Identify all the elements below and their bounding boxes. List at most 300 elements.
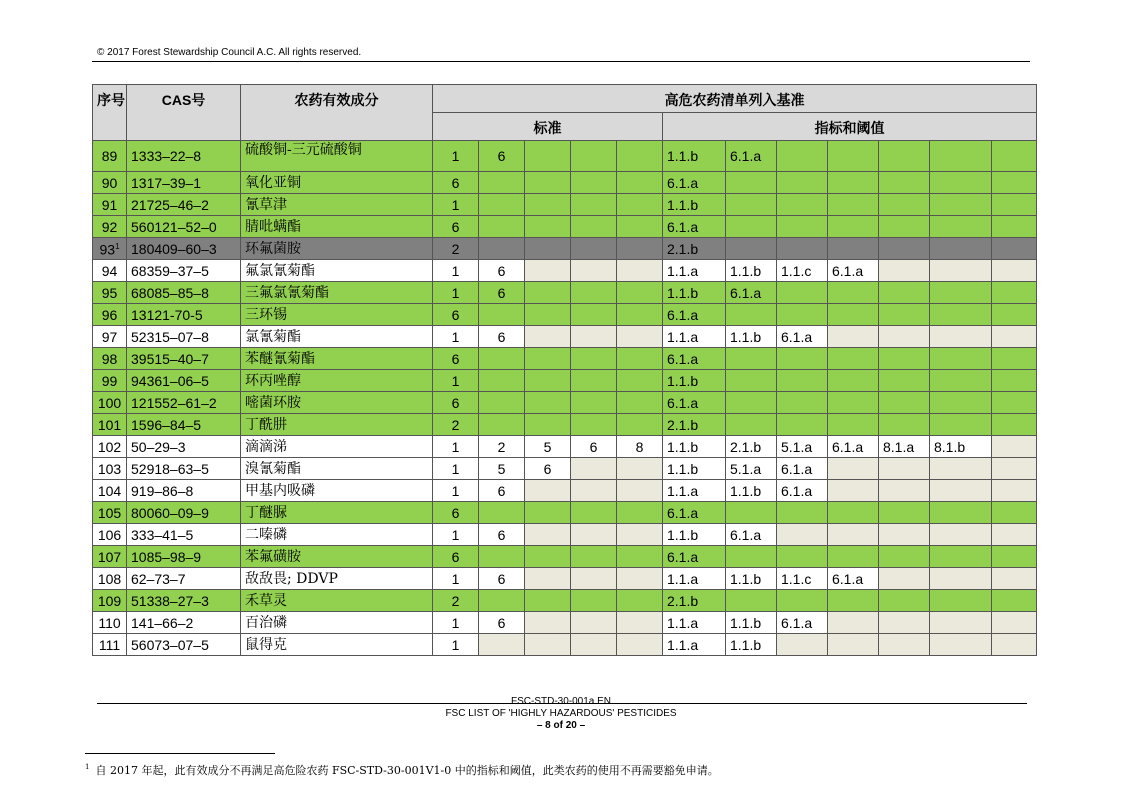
criterion-cell: 6 bbox=[433, 502, 479, 524]
indicator-cell bbox=[828, 392, 879, 414]
ingredient-name: 苯醚氰菊酯 bbox=[241, 348, 433, 370]
header-indicators: 指标和阈值 bbox=[663, 113, 1037, 141]
criterion-cell: 6 bbox=[525, 458, 571, 480]
cas-number: 1333–22–8 bbox=[127, 141, 241, 172]
indicator-cell bbox=[930, 458, 992, 480]
indicator-cell bbox=[828, 502, 879, 524]
indicator-cell bbox=[777, 414, 828, 436]
indicator-cell bbox=[879, 568, 930, 590]
indicator-cell bbox=[726, 392, 777, 414]
cas-number: 141–66–2 bbox=[127, 612, 241, 634]
indicator-cell bbox=[777, 282, 828, 304]
row-number-cell bbox=[93, 414, 127, 436]
ingredient-name: 鼠得克 bbox=[241, 634, 433, 656]
criterion-cell: 1 bbox=[433, 458, 479, 480]
indicator-cell: 1.1.a bbox=[663, 634, 726, 656]
indicator-cell bbox=[828, 304, 879, 326]
row-number: 101 bbox=[97, 416, 122, 433]
row-number: 98 bbox=[101, 350, 118, 367]
ingredient-name: 丁醚脲 bbox=[241, 502, 433, 524]
row-number: 93 bbox=[99, 241, 116, 258]
indicator-cell bbox=[992, 348, 1037, 370]
row-number-cell bbox=[93, 282, 127, 304]
criterion-cell: 1 bbox=[433, 326, 479, 348]
criterion-cell bbox=[571, 568, 617, 590]
table-row bbox=[93, 458, 1037, 480]
table-row bbox=[93, 414, 1037, 436]
row-number: 96 bbox=[101, 306, 118, 323]
indicator-cell bbox=[992, 590, 1037, 612]
criterion-cell bbox=[617, 612, 663, 634]
criterion-cell bbox=[525, 502, 571, 524]
indicator-cell bbox=[879, 502, 930, 524]
indicator-cell bbox=[828, 612, 879, 634]
row-number-cell bbox=[93, 458, 127, 480]
indicator-cell bbox=[879, 458, 930, 480]
header-criteria: 标准 bbox=[433, 113, 663, 141]
indicator-cell: 6.1.a bbox=[663, 304, 726, 326]
criterion-cell: 1 bbox=[433, 480, 479, 502]
row-number-cell bbox=[93, 304, 127, 326]
cas-number: 68359–37–5 bbox=[127, 260, 241, 282]
indicator-cell bbox=[879, 216, 930, 238]
indicator-cell: 6.1.a bbox=[663, 348, 726, 370]
criterion-cell: 5 bbox=[525, 436, 571, 458]
criterion-cell bbox=[479, 348, 525, 370]
indicator-cell bbox=[777, 172, 828, 194]
ingredient-name: 百治磷 bbox=[241, 612, 433, 634]
indicator-cell bbox=[992, 194, 1037, 216]
footnote-marker: 1 bbox=[85, 763, 90, 772]
ingredient-name: 氟氯氰菊酯 bbox=[241, 260, 433, 282]
indicator-cell bbox=[828, 238, 879, 260]
criterion-cell: 1 bbox=[433, 436, 479, 458]
ingredient-name: 二嗪磷 bbox=[241, 524, 433, 546]
ingredient-name: 甲基内吸磷 bbox=[241, 480, 433, 502]
indicator-cell: 2.1.b bbox=[663, 590, 726, 612]
indicator-cell: 1.1.a bbox=[663, 326, 726, 348]
indicator-cell: 1.1.b bbox=[726, 260, 777, 282]
row-number: 89 bbox=[101, 148, 118, 164]
criterion-cell: 6 bbox=[479, 141, 525, 172]
criterion-cell: 1 bbox=[433, 370, 479, 392]
criterion-cell bbox=[525, 216, 571, 238]
indicator-cell bbox=[828, 370, 879, 392]
footer-page-number: – 8 of 20 – bbox=[536, 720, 586, 731]
indicator-cell: 1.1.c bbox=[777, 260, 828, 282]
table-row bbox=[93, 546, 1037, 568]
indicator-cell bbox=[930, 590, 992, 612]
table-row bbox=[93, 392, 1037, 414]
row-number: 110 bbox=[98, 614, 121, 631]
row-number-cell bbox=[93, 370, 127, 392]
row-number: 107 bbox=[97, 548, 122, 565]
ingredient-name: 苯氟磺胺 bbox=[241, 546, 433, 568]
criterion-cell bbox=[571, 216, 617, 238]
criterion-cell bbox=[525, 546, 571, 568]
criterion-cell bbox=[479, 546, 525, 568]
criterion-cell bbox=[617, 172, 663, 194]
indicator-cell bbox=[930, 480, 992, 502]
table-row bbox=[93, 216, 1037, 238]
row-number-cell bbox=[93, 348, 127, 370]
indicator-cell bbox=[777, 238, 828, 260]
cas-number: 80060–09–9 bbox=[127, 502, 241, 524]
table-row bbox=[93, 172, 1037, 194]
indicator-cell: 6.1.a bbox=[663, 172, 726, 194]
cas-number: 13121-70-5 bbox=[127, 304, 241, 326]
indicator-cell: 1.1.b bbox=[726, 568, 777, 590]
indicator-cell: 1.1.b bbox=[663, 370, 726, 392]
ingredient-name: 三环锡 bbox=[241, 304, 433, 326]
criterion-cell bbox=[479, 370, 525, 392]
row-number-cell bbox=[93, 524, 127, 546]
ingredient-name: 禾草灵 bbox=[241, 590, 433, 612]
indicator-cell bbox=[930, 392, 992, 414]
row-number: 103 bbox=[97, 460, 122, 477]
indicator-cell bbox=[879, 370, 930, 392]
indicator-cell bbox=[828, 524, 879, 546]
criterion-cell bbox=[617, 194, 663, 216]
indicator-cell bbox=[726, 414, 777, 436]
criterion-cell: 1 bbox=[433, 260, 479, 282]
indicator-cell: 8.1.a bbox=[879, 436, 930, 458]
criterion-cell bbox=[525, 612, 571, 634]
row-number: 102 bbox=[97, 438, 122, 455]
criterion-cell bbox=[525, 480, 571, 502]
indicator-cell bbox=[992, 546, 1037, 568]
ingredient-name: 环氟菌胺 bbox=[241, 238, 433, 260]
criterion-cell bbox=[571, 414, 617, 436]
indicator-cell bbox=[879, 172, 930, 194]
indicator-cell bbox=[930, 568, 992, 590]
indicator-cell bbox=[726, 370, 777, 392]
cas-number: 1317–39–1 bbox=[127, 172, 241, 194]
ingredient-name: 腈吡螨酯 bbox=[241, 216, 433, 238]
footnote-reference: 1 bbox=[115, 242, 120, 252]
indicator-cell bbox=[879, 414, 930, 436]
cas-number: 1085–98–9 bbox=[127, 546, 241, 568]
criterion-cell bbox=[479, 590, 525, 612]
indicator-cell bbox=[879, 304, 930, 326]
indicator-cell bbox=[777, 502, 828, 524]
indicator-cell bbox=[879, 326, 930, 348]
indicator-cell bbox=[726, 172, 777, 194]
criterion-cell: 6 bbox=[433, 348, 479, 370]
indicator-cell bbox=[828, 480, 879, 502]
indicator-cell bbox=[777, 304, 828, 326]
row-number: 95 bbox=[101, 284, 118, 301]
cas-number: 51338–27–3 bbox=[127, 590, 241, 612]
indicator-cell: 6.1.a bbox=[777, 326, 828, 348]
indicator-cell: 1.1.b bbox=[663, 436, 726, 458]
criterion-cell bbox=[479, 502, 525, 524]
criterion-cell bbox=[479, 304, 525, 326]
cas-number: 39515–40–7 bbox=[127, 348, 241, 370]
indicator-cell bbox=[777, 634, 828, 656]
criterion-cell bbox=[571, 141, 617, 172]
criterion-cell bbox=[525, 524, 571, 546]
indicator-cell: 1.1.a bbox=[663, 568, 726, 590]
indicator-cell: 6.1.a bbox=[663, 216, 726, 238]
criterion-cell bbox=[617, 568, 663, 590]
criterion-cell: 1 bbox=[433, 194, 479, 216]
indicator-cell: 1.1.b bbox=[663, 141, 726, 172]
ingredient-name: 三氟氯氰菊酯 bbox=[241, 282, 433, 304]
criterion-cell: 6 bbox=[479, 480, 525, 502]
indicator-cell bbox=[879, 612, 930, 634]
criterion-cell bbox=[525, 370, 571, 392]
criterion-cell: 6 bbox=[571, 436, 617, 458]
criterion-cell bbox=[571, 458, 617, 480]
indicator-cell bbox=[930, 370, 992, 392]
criterion-cell: 2 bbox=[433, 414, 479, 436]
indicator-cell: 6.1.a bbox=[828, 436, 879, 458]
indicator-cell: 6.1.a bbox=[828, 260, 879, 282]
criterion-cell bbox=[571, 304, 617, 326]
row-number: 104 bbox=[97, 482, 122, 499]
cas-number: 560121–52–0 bbox=[127, 216, 241, 238]
table-row bbox=[93, 238, 1037, 260]
criterion-cell: 6 bbox=[433, 392, 479, 414]
criterion-cell bbox=[571, 612, 617, 634]
indicator-cell bbox=[777, 141, 828, 172]
indicator-cell bbox=[879, 524, 930, 546]
criterion-cell bbox=[617, 216, 663, 238]
indicator-cell bbox=[828, 458, 879, 480]
criterion-cell bbox=[617, 304, 663, 326]
indicator-cell bbox=[828, 546, 879, 568]
criterion-cell bbox=[525, 260, 571, 282]
cas-number: 52918–63–5 bbox=[127, 458, 241, 480]
indicator-cell bbox=[726, 238, 777, 260]
indicator-cell: 6.1.a bbox=[663, 502, 726, 524]
row-number-cell bbox=[93, 436, 127, 458]
table-row bbox=[93, 568, 1037, 590]
table-row bbox=[93, 436, 1037, 458]
criterion-cell bbox=[479, 216, 525, 238]
footer-doc-code: FSC-STD-30-001a EN bbox=[510, 696, 612, 707]
criterion-cell bbox=[525, 141, 571, 172]
indicator-cell bbox=[777, 348, 828, 370]
indicator-cell bbox=[992, 326, 1037, 348]
indicator-cell bbox=[726, 304, 777, 326]
footnote-rule bbox=[85, 753, 275, 754]
footer-doc-title: FSC LIST OF 'HIGHLY HAZARDOUS' PESTICIDES bbox=[445, 708, 677, 719]
cas-number: 1596–84–5 bbox=[127, 414, 241, 436]
criterion-cell: 2 bbox=[479, 436, 525, 458]
criterion-cell bbox=[525, 238, 571, 260]
indicator-cell: 6.1.a bbox=[726, 141, 777, 172]
indicator-cell bbox=[930, 414, 992, 436]
cas-number: 56073–07–5 bbox=[127, 634, 241, 656]
header-cas: CAS号 bbox=[127, 85, 241, 141]
criterion-cell bbox=[617, 414, 663, 436]
indicator-cell: 6.1.a bbox=[777, 480, 828, 502]
indicator-cell: 2.1.b bbox=[726, 436, 777, 458]
row-number: 108 bbox=[97, 570, 122, 587]
indicator-cell bbox=[930, 524, 992, 546]
indicator-cell bbox=[828, 590, 879, 612]
table-row bbox=[93, 326, 1037, 348]
indicator-cell: 1.1.c bbox=[777, 568, 828, 590]
ingredient-name: 氧化亚铜 bbox=[241, 172, 433, 194]
header-ingredient: 农药有效成分 bbox=[241, 85, 433, 141]
indicator-cell: 5.1.a bbox=[777, 436, 828, 458]
criterion-cell bbox=[571, 546, 617, 568]
row-number: 91 bbox=[101, 196, 118, 213]
row-number: 111 bbox=[98, 636, 121, 653]
indicator-cell bbox=[828, 326, 879, 348]
indicator-cell bbox=[992, 524, 1037, 546]
indicator-cell bbox=[828, 141, 879, 172]
indicator-cell bbox=[777, 524, 828, 546]
indicator-cell: 1.1.b bbox=[726, 326, 777, 348]
indicator-cell bbox=[879, 282, 930, 304]
indicator-cell bbox=[777, 216, 828, 238]
indicator-cell bbox=[992, 392, 1037, 414]
indicator-cell bbox=[992, 260, 1037, 282]
row-number-cell bbox=[93, 326, 127, 348]
criterion-cell bbox=[571, 194, 617, 216]
criterion-cell: 8 bbox=[617, 436, 663, 458]
criterion-cell bbox=[617, 392, 663, 414]
row-number-cell bbox=[93, 141, 127, 172]
cas-number: 919–86–8 bbox=[127, 480, 241, 502]
criterion-cell bbox=[617, 502, 663, 524]
indicator-cell bbox=[992, 172, 1037, 194]
indicator-cell bbox=[992, 282, 1037, 304]
criterion-cell: 5 bbox=[479, 458, 525, 480]
table-row bbox=[93, 282, 1037, 304]
criterion-cell bbox=[617, 480, 663, 502]
criterion-cell bbox=[571, 172, 617, 194]
indicator-cell: 6.1.a bbox=[777, 612, 828, 634]
criterion-cell bbox=[525, 282, 571, 304]
cas-number: 52315–07–8 bbox=[127, 326, 241, 348]
criterion-cell bbox=[571, 238, 617, 260]
row-number-cell bbox=[93, 590, 127, 612]
indicator-cell bbox=[930, 194, 992, 216]
table-row bbox=[93, 304, 1037, 326]
indicator-cell: 1.1.a bbox=[663, 260, 726, 282]
indicator-cell: 1.1.b bbox=[726, 612, 777, 634]
indicator-cell bbox=[992, 502, 1037, 524]
indicator-cell bbox=[992, 216, 1037, 238]
cas-number: 180409–60–3 bbox=[127, 238, 241, 260]
row-number-cell bbox=[93, 546, 127, 568]
criterion-cell bbox=[571, 260, 617, 282]
indicator-cell bbox=[828, 348, 879, 370]
indicator-cell: 6.1.a bbox=[663, 392, 726, 414]
ingredient-name: 滴滴涕 bbox=[241, 436, 433, 458]
indicator-cell bbox=[930, 348, 992, 370]
criterion-cell: 1 bbox=[433, 568, 479, 590]
indicator-cell bbox=[992, 634, 1037, 656]
indicator-cell bbox=[879, 634, 930, 656]
criterion-cell: 1 bbox=[433, 612, 479, 634]
criterion-cell bbox=[571, 590, 617, 612]
row-number: 92 bbox=[101, 218, 118, 235]
indicator-cell bbox=[777, 370, 828, 392]
row-number-cell bbox=[93, 238, 127, 260]
indicator-cell bbox=[828, 414, 879, 436]
cas-number: 121552–61–2 bbox=[127, 392, 241, 414]
indicator-cell bbox=[726, 546, 777, 568]
criterion-cell: 6 bbox=[433, 216, 479, 238]
criterion-cell: 6 bbox=[433, 304, 479, 326]
indicator-cell bbox=[992, 414, 1037, 436]
criterion-cell: 6 bbox=[479, 282, 525, 304]
table-row bbox=[93, 348, 1037, 370]
indicator-cell bbox=[828, 172, 879, 194]
criterion-cell bbox=[479, 194, 525, 216]
indicator-cell bbox=[992, 141, 1037, 172]
criterion-cell bbox=[571, 634, 617, 656]
indicator-cell bbox=[930, 260, 992, 282]
cas-number: 62–73–7 bbox=[127, 568, 241, 590]
criterion-cell bbox=[617, 282, 663, 304]
indicator-cell bbox=[992, 370, 1037, 392]
indicator-cell bbox=[777, 194, 828, 216]
indicator-cell bbox=[828, 216, 879, 238]
criterion-cell: 6 bbox=[479, 260, 525, 282]
criterion-cell bbox=[617, 141, 663, 172]
criterion-cell: 6 bbox=[479, 326, 525, 348]
indicator-cell bbox=[930, 326, 992, 348]
table-row bbox=[93, 194, 1037, 216]
criterion-cell bbox=[571, 348, 617, 370]
ingredient-name: 敌敌畏; DDVP bbox=[241, 568, 433, 590]
criterion-cell bbox=[617, 348, 663, 370]
indicator-cell bbox=[777, 392, 828, 414]
indicator-cell: 6.1.a bbox=[663, 546, 726, 568]
row-number-cell bbox=[93, 194, 127, 216]
criterion-cell bbox=[479, 414, 525, 436]
criterion-cell bbox=[571, 370, 617, 392]
cas-number: 50–29–3 bbox=[127, 436, 241, 458]
indicator-cell bbox=[879, 260, 930, 282]
indicator-cell: 2.1.b bbox=[663, 414, 726, 436]
row-number-cell bbox=[93, 172, 127, 194]
table-row bbox=[93, 590, 1037, 612]
criterion-cell: 6 bbox=[433, 172, 479, 194]
indicator-cell: 1.1.b bbox=[663, 282, 726, 304]
ingredient-name: 溴氰菊酯 bbox=[241, 458, 433, 480]
indicator-cell: 1.1.b bbox=[663, 194, 726, 216]
indicator-cell bbox=[992, 458, 1037, 480]
table-row bbox=[93, 370, 1037, 392]
table-row bbox=[93, 502, 1037, 524]
indicator-cell bbox=[726, 502, 777, 524]
criterion-cell bbox=[525, 568, 571, 590]
indicator-cell bbox=[930, 304, 992, 326]
criterion-cell bbox=[525, 304, 571, 326]
indicator-cell bbox=[930, 238, 992, 260]
criterion-cell: 6 bbox=[479, 524, 525, 546]
criterion-cell bbox=[617, 590, 663, 612]
indicator-cell bbox=[930, 612, 992, 634]
indicator-cell: 1.1.a bbox=[663, 612, 726, 634]
criterion-cell bbox=[525, 194, 571, 216]
cas-number: 68085–85–8 bbox=[127, 282, 241, 304]
indicator-cell: 1.1.b bbox=[663, 458, 726, 480]
criterion-cell bbox=[617, 370, 663, 392]
criterion-cell: 2 bbox=[433, 238, 479, 260]
indicator-cell bbox=[992, 612, 1037, 634]
indicator-cell bbox=[777, 546, 828, 568]
criterion-cell: 1 bbox=[433, 524, 479, 546]
